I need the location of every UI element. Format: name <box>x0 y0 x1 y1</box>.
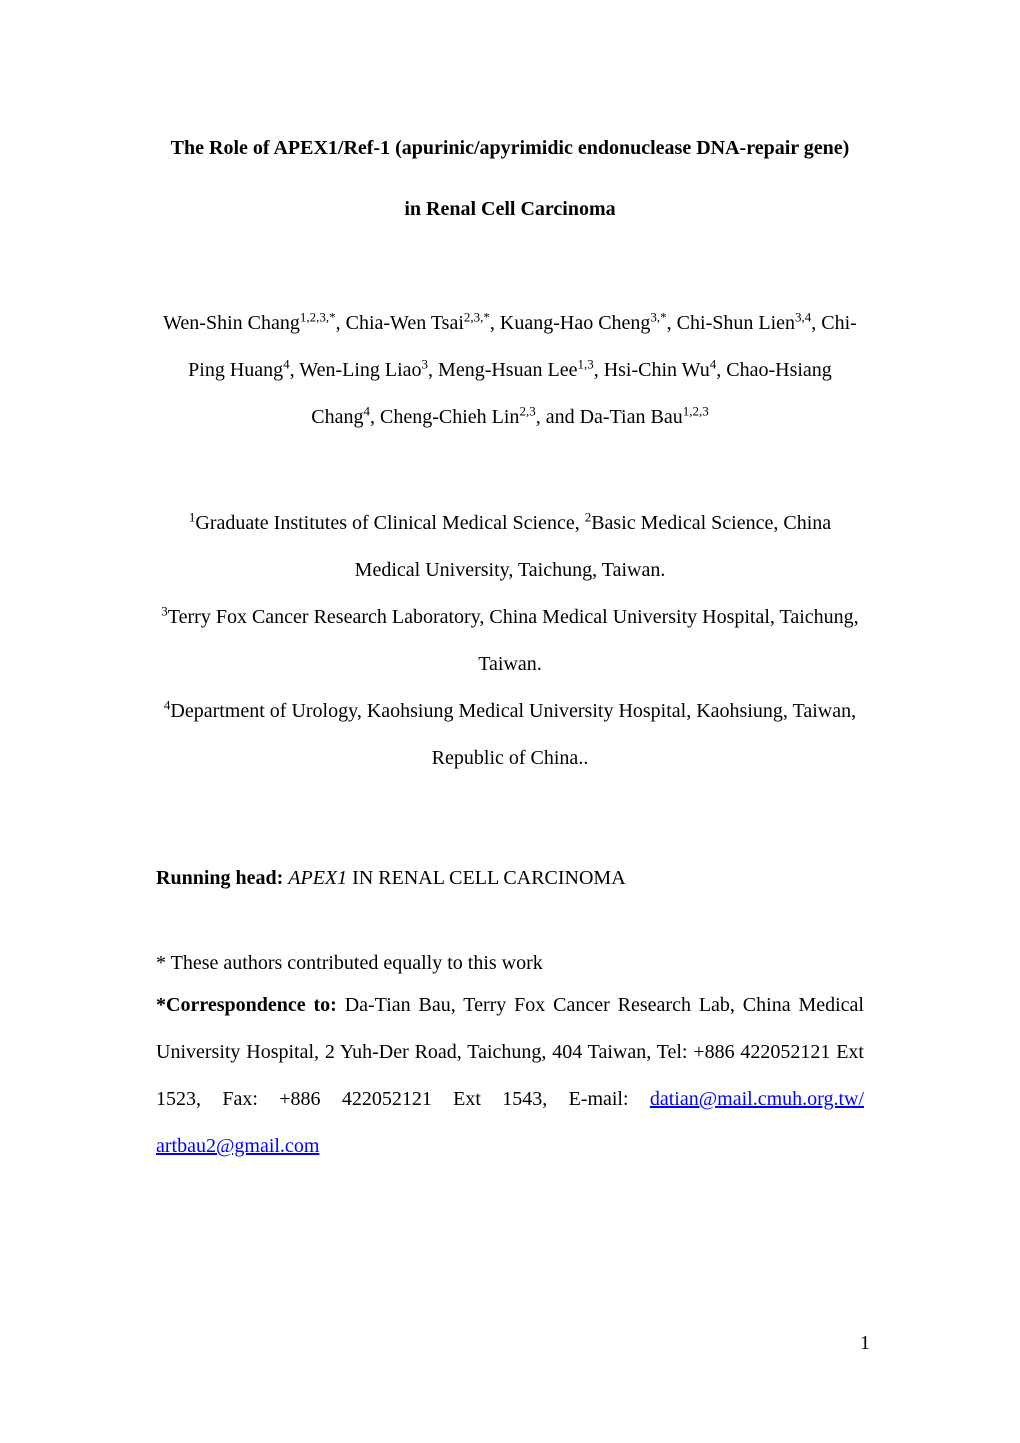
author-list <box>156 300 864 441</box>
affiliation-3 <box>156 688 864 782</box>
text-run: , Chao-Hsiang Chang <box>311 359 832 428</box>
text-run: , Meng-Hsuan Lee <box>428 359 578 381</box>
text-run: , Kuang-Hao Cheng <box>489 312 651 334</box>
author-affiliation-superscript: 3 <box>421 356 429 372</box>
text-run: Running head: <box>156 867 289 889</box>
text-run: *Correspondence to: <box>156 994 345 1016</box>
text-run: Graduate Institutes of Clinical Medical Science, <box>195 512 585 534</box>
text-run: IN RENAL CELL CARCINOMA <box>347 867 626 889</box>
correspondence-note <box>156 982 864 1170</box>
text-run: , Cheng-Chieh Lin <box>370 406 520 428</box>
author-affiliation-superscript: 2,3,* <box>463 309 490 325</box>
equal-contribution-note <box>156 940 864 987</box>
author-affiliation-superscript: 3,4 <box>795 309 812 325</box>
text-run: , Wen-Ling Liao <box>289 359 422 381</box>
author-affiliation-superscript: 1 <box>188 509 196 525</box>
author-affiliation-superscript: 4 <box>709 356 717 372</box>
paper-title <box>156 118 864 240</box>
text-run: , Chia-Wen Tsai <box>335 312 464 334</box>
author-affiliation-superscript: 2 <box>584 509 592 525</box>
text-run: Department of Urology, Kaohsiung Medical University Hospital, Kaohsiung, Taiwan, Republic of China.. <box>170 700 857 769</box>
author-affiliation-superscript: 3,* <box>650 309 667 325</box>
text-run: Terry Fox Cancer Research Laboratory, China Medical University Hospital, Taichung, Taiwan. <box>167 606 859 675</box>
page-number: 1 <box>860 1332 870 1354</box>
author-affiliation-superscript: 1,3 <box>577 356 594 372</box>
text-run: , Hsi-Chin Wu <box>593 359 710 381</box>
email-link-artbau2[interactable]: artbau2@gmail.com <box>156 1135 320 1157</box>
author-affiliation-superscript: 4 <box>283 356 290 372</box>
author-affiliation-superscript: 4 <box>363 403 370 419</box>
text-run: , Chi-Ping Huang <box>188 312 857 381</box>
paper-title-line-2: in Renal Cell Carcinoma <box>404 198 616 220</box>
text-run: Da-Tian Bau, Terry Fox Cancer Research Lab, China Medical University Hospital, 2 Yuh-Der Road, Taichung, 404 Taiwan, Tel: +886 422052121 Ext 1523, Fax: +886 422052121 Ext 1543, E-mail: <box>156 994 864 1110</box>
text-run: Wen-Shin Chang <box>163 312 300 334</box>
author-affiliation-superscript: 4 <box>163 697 171 713</box>
author-affiliation-superscript: 2,3 <box>519 403 536 419</box>
author-affiliation-superscript: 3 <box>161 603 168 619</box>
affiliation-1 <box>156 500 864 594</box>
text-run: APEX1 <box>288 867 348 889</box>
text-run: * These authors contributed equally to this work <box>156 952 543 974</box>
author-affiliation-superscript: 1,2,3,* <box>299 309 336 325</box>
affiliations <box>156 500 864 782</box>
text-run: , and Da-Tian Bau <box>535 406 683 428</box>
running-head <box>156 855 864 902</box>
paper-title-line-1: The Role of APEX1/Ref-1 (apurinic/apyrimidic endonuclease DNA-repair gene) <box>170 137 850 159</box>
text-run: Basic Medical Science, China Medical University, Taichung, Taiwan. <box>354 512 832 581</box>
email-link-datian[interactable]: datian@mail.cmuh.org.tw/ <box>649 1088 864 1110</box>
text-run: , Chi-Shun Lien <box>666 312 796 334</box>
author-affiliation-superscript: 1,2,3 <box>682 403 709 419</box>
affiliation-2 <box>156 594 864 688</box>
